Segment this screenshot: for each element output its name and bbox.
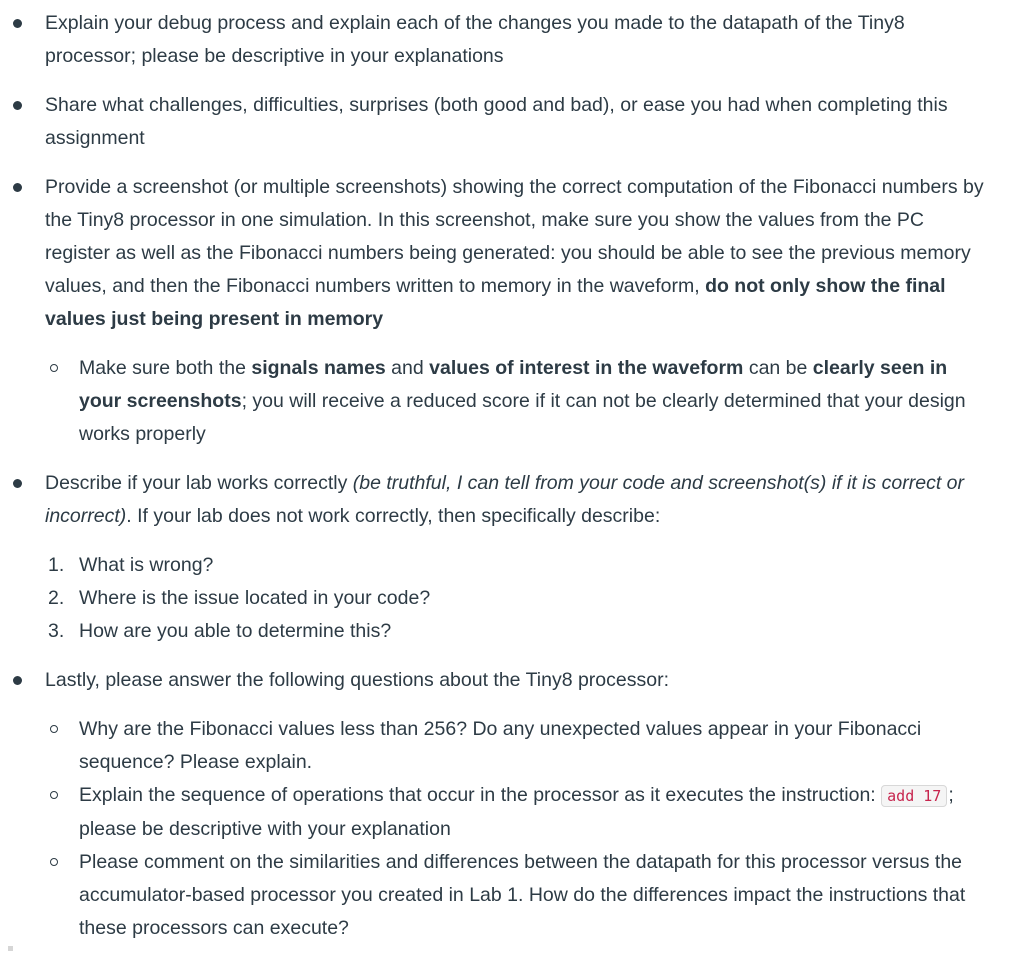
questions-sublist bbox=[45, 713, 984, 945]
item-number: 2. bbox=[48, 587, 65, 609]
item-text: Lastly, please answer the following questions about the Tiny8 processor: bbox=[45, 669, 669, 691]
circle-bullet-icon bbox=[50, 725, 58, 733]
circle-bullet-icon bbox=[50, 791, 58, 799]
screenshot-sublist bbox=[45, 352, 984, 451]
list-item-questions bbox=[0, 664, 1024, 945]
sub-text: can be bbox=[743, 357, 813, 379]
question-datapath-comparison bbox=[45, 846, 984, 945]
sub-text: and bbox=[385, 357, 430, 379]
bullet-icon bbox=[13, 19, 22, 28]
sub-bold-clearly-seen: clearly seen in your screenshots bbox=[79, 357, 948, 412]
inline-code: add 17 bbox=[881, 785, 947, 807]
question-text: ; please be descriptive with your explanation bbox=[79, 784, 954, 840]
numbered-item bbox=[45, 582, 984, 615]
sub-bold-signals-names: signals names bbox=[251, 357, 386, 379]
question-text: Explain the sequence of operations that occur in the processor as it executes the instruction: bbox=[79, 784, 876, 806]
item-text: Share what challenges, difficulties, surprises (both good and bad), or ease you had when completing this assignment bbox=[45, 94, 948, 149]
sublist-item-signals bbox=[45, 352, 984, 451]
sub-text: ; you will receive a reduced score if it can not be clearly determined that your design works properly bbox=[79, 390, 966, 445]
item-text: Describe if your lab works correctly bbox=[45, 472, 353, 494]
question-text: Please comment on the similarities and differences between the datapath for this processor versus the accumulator-based processor you created in Lab 1. How do the differences impact the instructions that these processors can execute? bbox=[79, 851, 966, 939]
numbered-item bbox=[45, 615, 984, 648]
bullet-icon bbox=[13, 183, 22, 192]
item-italic-text: (be truthful, I can tell from your code and screenshot(s) if it is correct or incorrect) bbox=[45, 472, 965, 527]
item-number: 1. bbox=[48, 554, 65, 576]
sub-text: Make sure both the bbox=[79, 357, 252, 379]
list-item-lab-correctness bbox=[0, 467, 1024, 648]
circle-bullet-icon bbox=[50, 858, 58, 866]
item-bold-text: do not only show the final values just being present in memory bbox=[45, 275, 946, 330]
bullet-icon bbox=[13, 676, 22, 685]
bullet-icon bbox=[13, 479, 22, 488]
question-text: Why are the Fibonacci values less than 256? Do any unexpected values appear in your Fibonacci sequence? Please explain. bbox=[79, 718, 922, 773]
bullet-icon bbox=[13, 101, 22, 110]
numbered-item bbox=[45, 549, 984, 582]
question-fibonacci bbox=[45, 713, 984, 779]
item-text: Explain your debug process and explain each of the changes you made to the datapath of the Tiny8 processor; please be descriptive in your explanations bbox=[45, 12, 905, 67]
question-add-instruction bbox=[45, 779, 984, 846]
numbered-item-text: How are you able to determine this? bbox=[79, 620, 392, 642]
numbered-item-text: Where is the issue located in your code? bbox=[79, 587, 431, 609]
requirements-list bbox=[0, 7, 1024, 945]
numbered-item-text: What is wrong? bbox=[79, 554, 214, 576]
assignment-instructions bbox=[0, 7, 1024, 961]
list-item-screenshot bbox=[0, 171, 1024, 451]
numbered-list bbox=[45, 549, 984, 648]
list-item-challenges bbox=[0, 89, 1024, 155]
item-text: . If your lab does not work correctly, then specifically describe: bbox=[126, 505, 661, 527]
item-text: Provide a screenshot (or multiple screenshots) showing the correct computation of the Fibonacci numbers by the Tiny8 processor in one simulation. In this screenshot, make sure you show the values from the PC register as well as the Fibonacci numbers being generated: you should be able to see the previous memory values, and then the Fibonacci numbers written to memory in the waveform, bbox=[45, 176, 984, 297]
list-item-debug-process bbox=[0, 7, 1024, 73]
sub-bold-values: values of interest in the waveform bbox=[429, 357, 744, 379]
item-number: 3. bbox=[48, 620, 65, 642]
circle-bullet-icon bbox=[50, 364, 58, 372]
corner-marker bbox=[8, 946, 13, 951]
